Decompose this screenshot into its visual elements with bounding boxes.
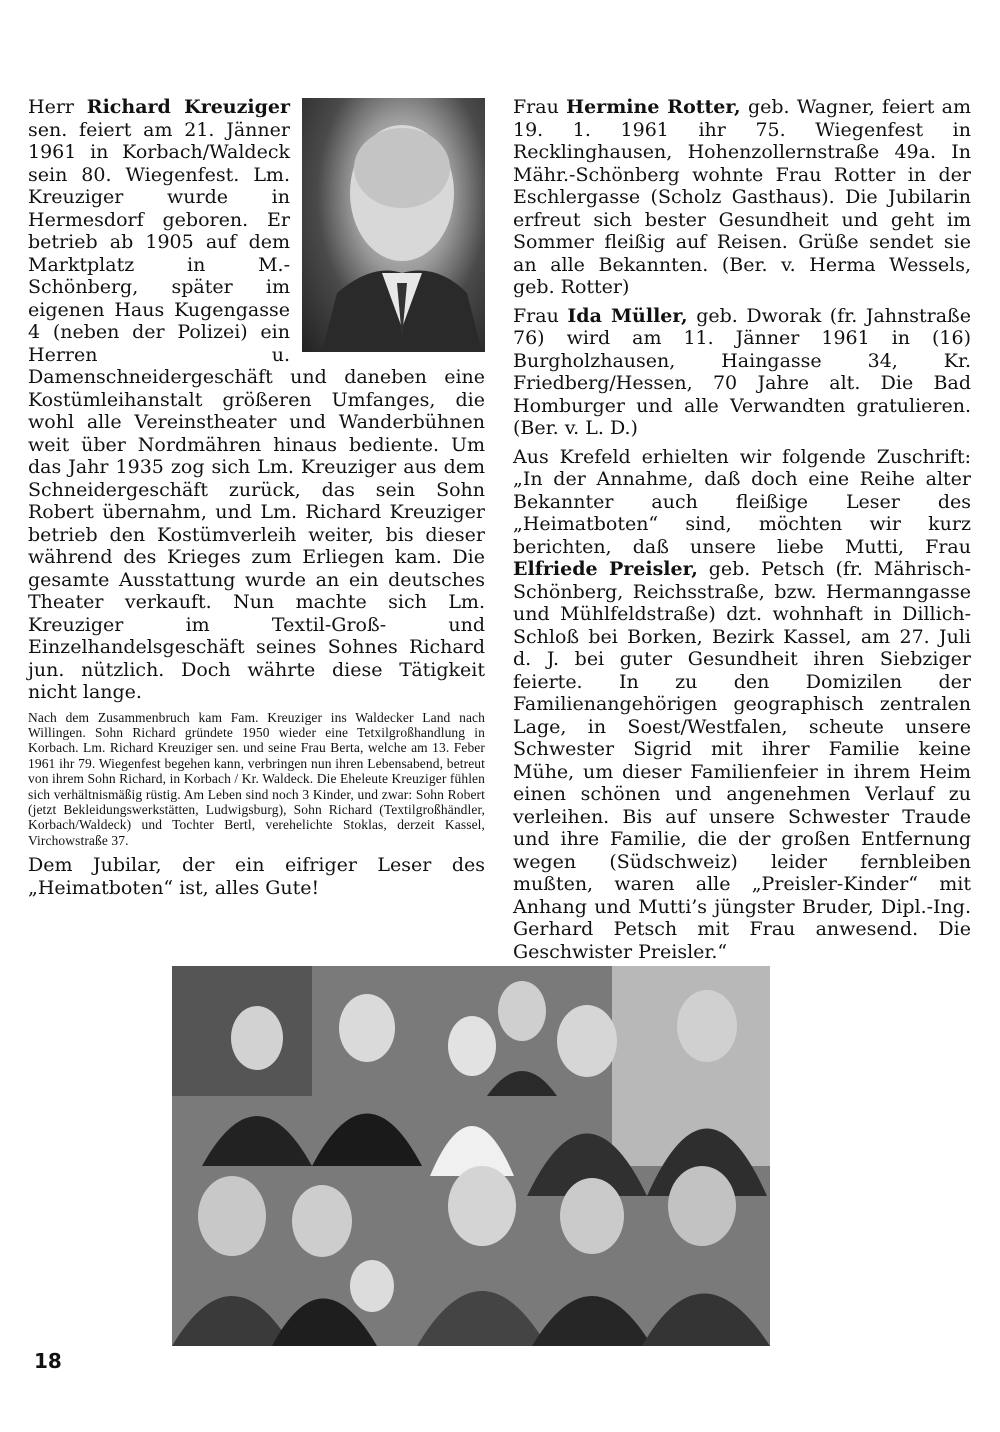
mueller-paragraph: Frau Ida Müller, geb. Dworak (fr. Jahnstraße 76) wird am 11. Jänner 1961 in (16) Burgholzhausen, Haingasse 34, Kr. Friedberg/Hessen, 70 Jahre alt. Die Bad Homburger und alle Verwandten gratulieren. (Ber. v. L. D.) xyxy=(513,304,971,439)
name-preisler: Elfriede Preisler, xyxy=(513,558,698,580)
page-number: 18 xyxy=(34,1349,62,1373)
family-group-photo xyxy=(172,966,770,1346)
left-column xyxy=(28,96,485,905)
name-mueller: Ida Müller, xyxy=(567,304,688,327)
right-column xyxy=(513,96,971,969)
preisler-paragraph: Aus Krefeld erhielten wir folgende Zuschrift: „In der Annahme, daß doch eine Reihe alter Bekannter auch fleißige Leser des „Heimatboten“ sind, möchten wir kurz berichten, daß unsere liebe Mutti, Frau Elfriede Preisler, geb. Petsch (fr. Mährisch-Schönberg, Reichsstraße, bzw. Hermanngasse und Mühlfeldstraße) dzt. wohnhaft in Dillich-Schloß bei Borken, Bezirk Kassel, am 27. Juli d. J. bei guter Gesundheit ihren Siebziger feierte. In zu den Domizilen der Familienangehörigen geographisch zentralen Lage, in Soest/Westfalen, scheute unsere Schwester Sigrid mit ihrer Familie keine Mühe, um dieser Familienfeier in ihrem Heim einen schönen und angenehmen Verlauf zu verleihen. Bis auf unsere Schwester Traude und ihre Familie, die der großen Entfernung wegen (Südschweiz) leider fernbleiben mußten, waren alle „Preisler-Kinder“ mit Anhang und Mutti’s jüngster Bruder, Dipl.-Ing. Gerhard Petsch mit Frau anwesend. Die Geschwister Preisler.“ xyxy=(513,445,971,963)
name-kreuziger: Richard Kreuziger xyxy=(86,96,290,118)
group-photo-figures xyxy=(172,966,770,1346)
kreuziger-paragraph-3: Dem Jubilar, der ein eifriger Leser des „Heimatboten“ ist, alles Gute! xyxy=(28,854,485,899)
name-rotter: Hermine Rotter, xyxy=(566,96,741,118)
kreuziger-paragraph-2: Nach dem Zusammenbruch kam Fam. Kreuziger ins Waldecker Land nach Willingen. Sohn Richard gründete 1950 wieder eine Tetxilgroßhandlung in Korbach. Lm. Richard Kreuziger sen. und seine Frau Berta, welche am 13. Feber 1961 ihr 79. Wiegenfest begehen kann, verbringen nun ihren Lebensabend, betreut von ihrem Sohn Richard, in Korbach / Kr. Waldeck. Die Eheleute Kreuziger fühlen sich verhältnismäßig rüstig. Am Leben sind noch 3 Kinder, und zwar: Sohn Robert (jetzt Bekleidungswerkstätten, Ludwigsburg), Sohn Richard (Textilgroßhändler, Korbach/Waldeck) und Tochter Bertl, verehelichte Stoklas, derzeit Kassel, Virchowstraße 37. xyxy=(28,709,485,848)
kreuziger-paragraph-1: Herr Richard Kreuziger sen. feiert am 21. Jänner 1961 in Korbach/Waldeck sein 80. Wiegenfest. Lm. Kreuziger wurde in Hermesdorf geboren. Er betrieb ab 1905 auf dem Marktplatz in M.-Schönberg, später im eigenen Haus Kugengasse 4 (neben der Polizei) ein Herren u. Damenschneidergeschäft und daneben eine Kostümleihanstalt größeren Umfanges, die wohl alle Vereinstheater und Wanderbühnen weit über Nordmähren hinaus bediente. Um das Jahr 1935 zog sich Lm. Kreuziger aus dem Schneidergeschäft zurück, das sein Sohn Robert übernahm, und Lm. Richard Kreuziger betrieb den Kostümverleih weiter, bis dieser während des Krieges zum Erliegen kam. Die gesamte Ausstattung wurde an ein deutsches Theater verkauft. Nun machte sich Lm. Kreuziger im Textil-Groß- und Einzelhandelsgeschäft seines Sohnes Richard jun. nützlich. Doch währte diese Tätigkeit nicht lange. xyxy=(28,96,485,703)
portrait-photo-kreuziger xyxy=(302,98,485,352)
rotter-paragraph: Frau Hermine Rotter, geb. Wagner, feiert am 19. 1. 1961 ihr 75. Wiegenfest in Recklinghausen, Hohenzollernstraße 49a. In Mähr.-Schönberg wohnte Frau Rotter in der Eschlergasse (Scholz Gasthaus). Die Jubilarin erfreut sich bester Gesundheit und geht im Sommer fleißig auf Reisen. Grüße sendet sie an alle Bekannten. (Ber. v. Herma Wessels, geb. Rotter) xyxy=(513,96,971,298)
portrait-figure xyxy=(302,98,485,352)
